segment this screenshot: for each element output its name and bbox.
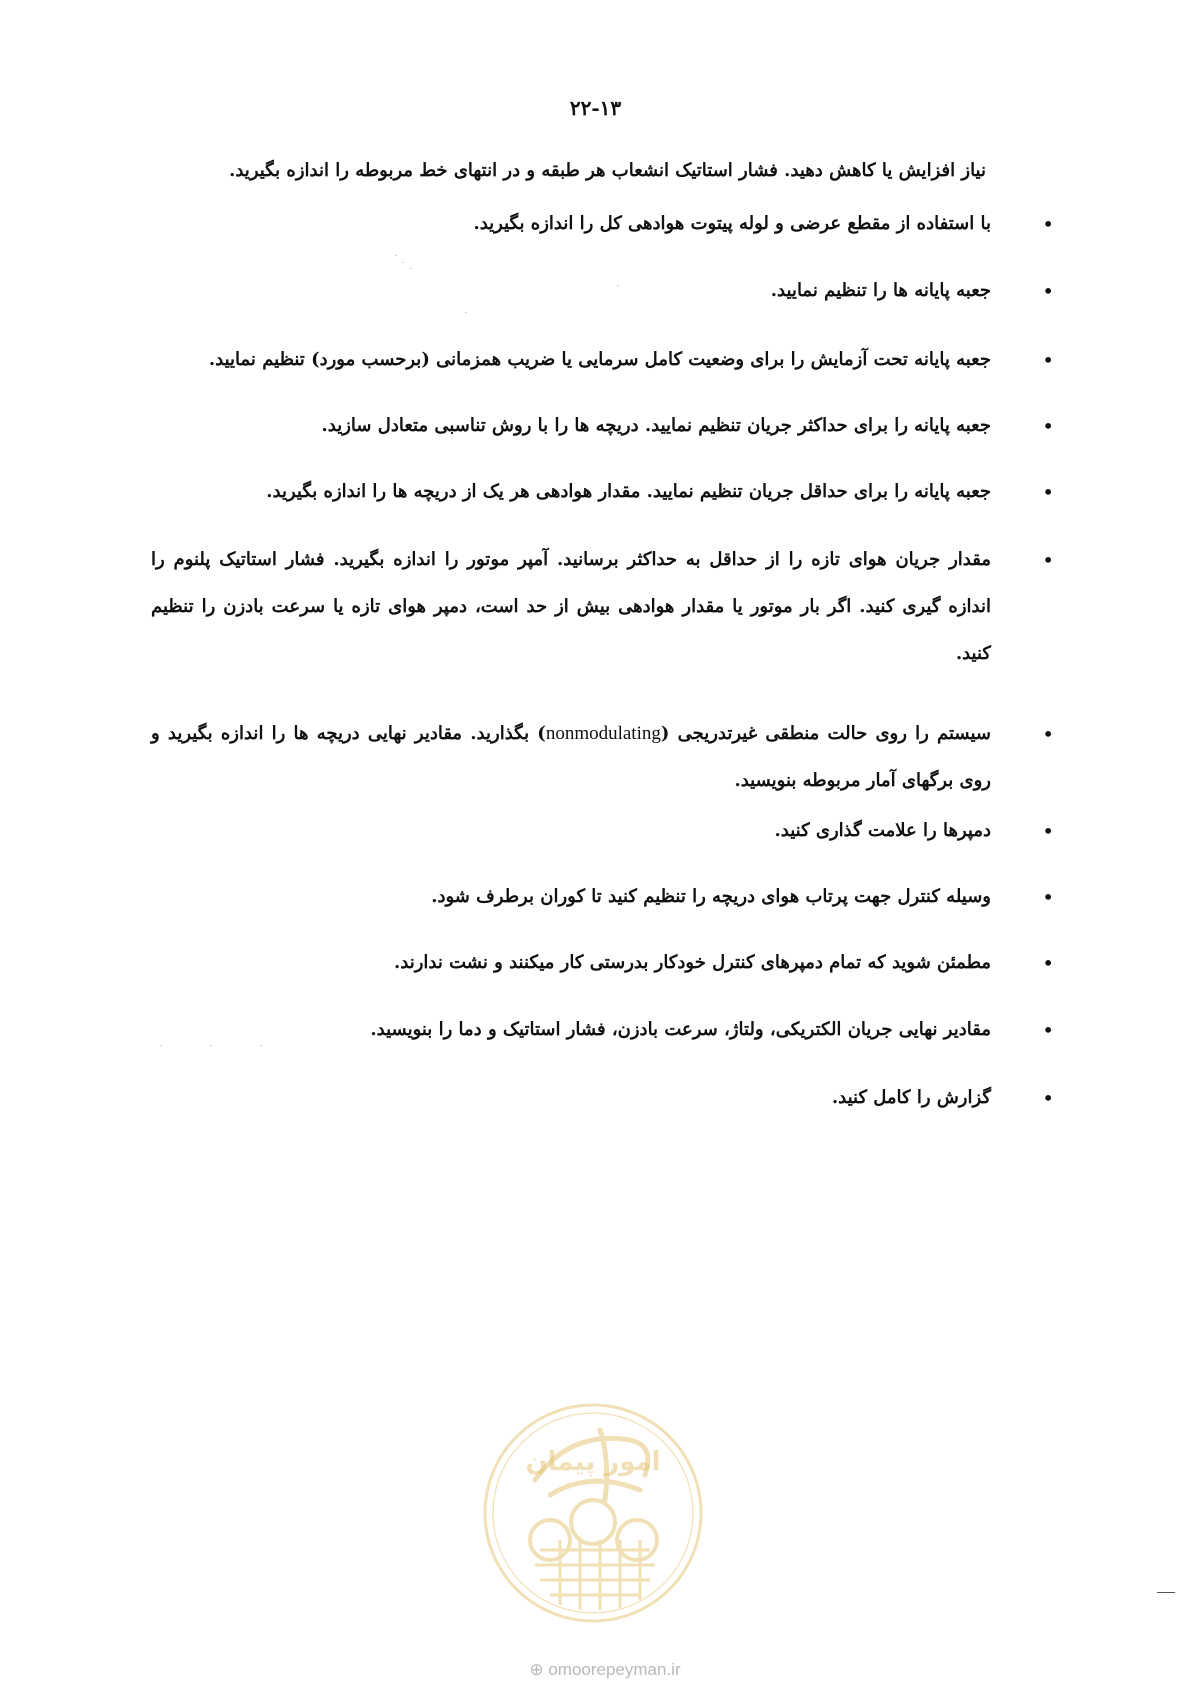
scan-speck [465, 312, 467, 313]
list-item-text [151, 710, 991, 804]
bullet: • [1042, 1018, 1054, 1042]
list-item-text: با استفاده از مقطع عرضی و لوله پیتوت هوادهی کل را اندازه بگیرید. [473, 213, 991, 234]
list-item [151, 879, 1054, 920]
list-item-text: مقدار جریان هوای تازه را از حداقل به حداکثر برسانید. آمپر موتور را اندازه بگیرید. فشار استاتیک پلنوم را اندازه گیری کنید. اگر بار موتور یا مقدار هوادهی بیش از حد است، دمپر هوای تازه یا سرعت بادزن را تنظیم کنید. [151, 549, 991, 664]
bullet: • [1042, 414, 1054, 438]
bullet: • [1042, 480, 1054, 504]
watermark-globe-icon: ⊕ [529, 1660, 549, 1679]
list-item-text: جعبه پایانه تحت آزمایش را برای وضعیت کامل سرمایی یا ضریب همزمانی (برحسب مورد) تنظیم نمایید. [208, 349, 991, 370]
bullet: • [1042, 348, 1054, 372]
list-item [151, 408, 1054, 449]
watermark-site [495, 1660, 715, 1680]
list-item [151, 1080, 1054, 1121]
list-item-text: دمپرها را علامت گذاری کنید. [774, 820, 991, 841]
latin-term: nonmodulating [545, 723, 661, 744]
scan-speck [260, 1045, 262, 1046]
list-item [151, 342, 1054, 383]
watermark-site-text: omoorepeyman.ir [548, 1660, 681, 1679]
scan-speck [410, 268, 412, 269]
bullet: • [1042, 212, 1054, 236]
list-item-text: مطمئن شوید که تمام دمپرهای کنترل خودکار بدرستی کار میکنند و نشت ندارند. [393, 952, 991, 973]
seal-inner-ring [493, 1413, 693, 1613]
seal-text: امور پیمان [525, 1447, 661, 1477]
bullet: • [1042, 722, 1054, 746]
scan-speck [210, 1045, 212, 1046]
bullet: • [1042, 819, 1054, 843]
intro-line: نیاز افزایش یا کاهش دهید. فشار استاتیک انشعاب هر طبقه و در انتهای خط مربوطه را اندازه بگیرید. [229, 160, 986, 181]
scan-speck [402, 262, 404, 263]
bullet: • [1042, 548, 1054, 572]
watermark-seal-logo [480, 1400, 706, 1626]
list-item [151, 813, 1054, 854]
list-item [151, 1012, 1054, 1053]
list-item [151, 722, 1054, 804]
scan-speck [395, 255, 397, 256]
list-item [151, 474, 1054, 515]
list-item-text: گزارش را کامل کنید. [831, 1087, 991, 1108]
bullet: • [1042, 951, 1054, 975]
edge-dash [1157, 1592, 1175, 1593]
seal-grid [535, 1540, 655, 1610]
list-item-text: مقادیر نهایی جریان الکتریکی، ولتاژ، سرعت بادزن، فشار استاتیک و دما را بنویسید. [370, 1019, 991, 1040]
list-item [151, 206, 1054, 247]
list-item-text: جعبه پایانه را برای حداکثر جریان تنظیم نمایید. دریچه ها را با روش تناسبی متعادل سازید. [321, 415, 991, 436]
scan-speck [617, 285, 619, 286]
list-item [151, 273, 1054, 314]
list-item-text: جعبه پایانه ها را تنظیم نمایید. [770, 280, 991, 301]
page-number: ۲۲-۱۳ [569, 96, 622, 120]
list-item-text: وسیله کنترل جهت پرتاب هوای دریچه را تنظیم کنید تا کوران برطرف شود. [431, 886, 991, 907]
list-item [151, 548, 1054, 677]
list-item-text: جعبه پایانه را برای حداقل جریان تنظیم نمایید. مقدار هوادهی هر یک از دریچه ها را اندازه بگیرید. [266, 481, 991, 502]
scan-speck [160, 1045, 162, 1046]
list-item [151, 945, 1054, 986]
list-item-text-after: ) بگذارید. مقادیر نهایی دریچه ها را اندازه بگیرید و روی برگهای آمار مربوطه بنویسید. [151, 723, 991, 791]
bullet: • [1042, 279, 1054, 303]
list-item-text-before: سیستم را روی حالت منطقی غیرتدریجی ( [660, 723, 991, 744]
bullet: • [1042, 1086, 1054, 1110]
bullet: • [1042, 885, 1054, 909]
